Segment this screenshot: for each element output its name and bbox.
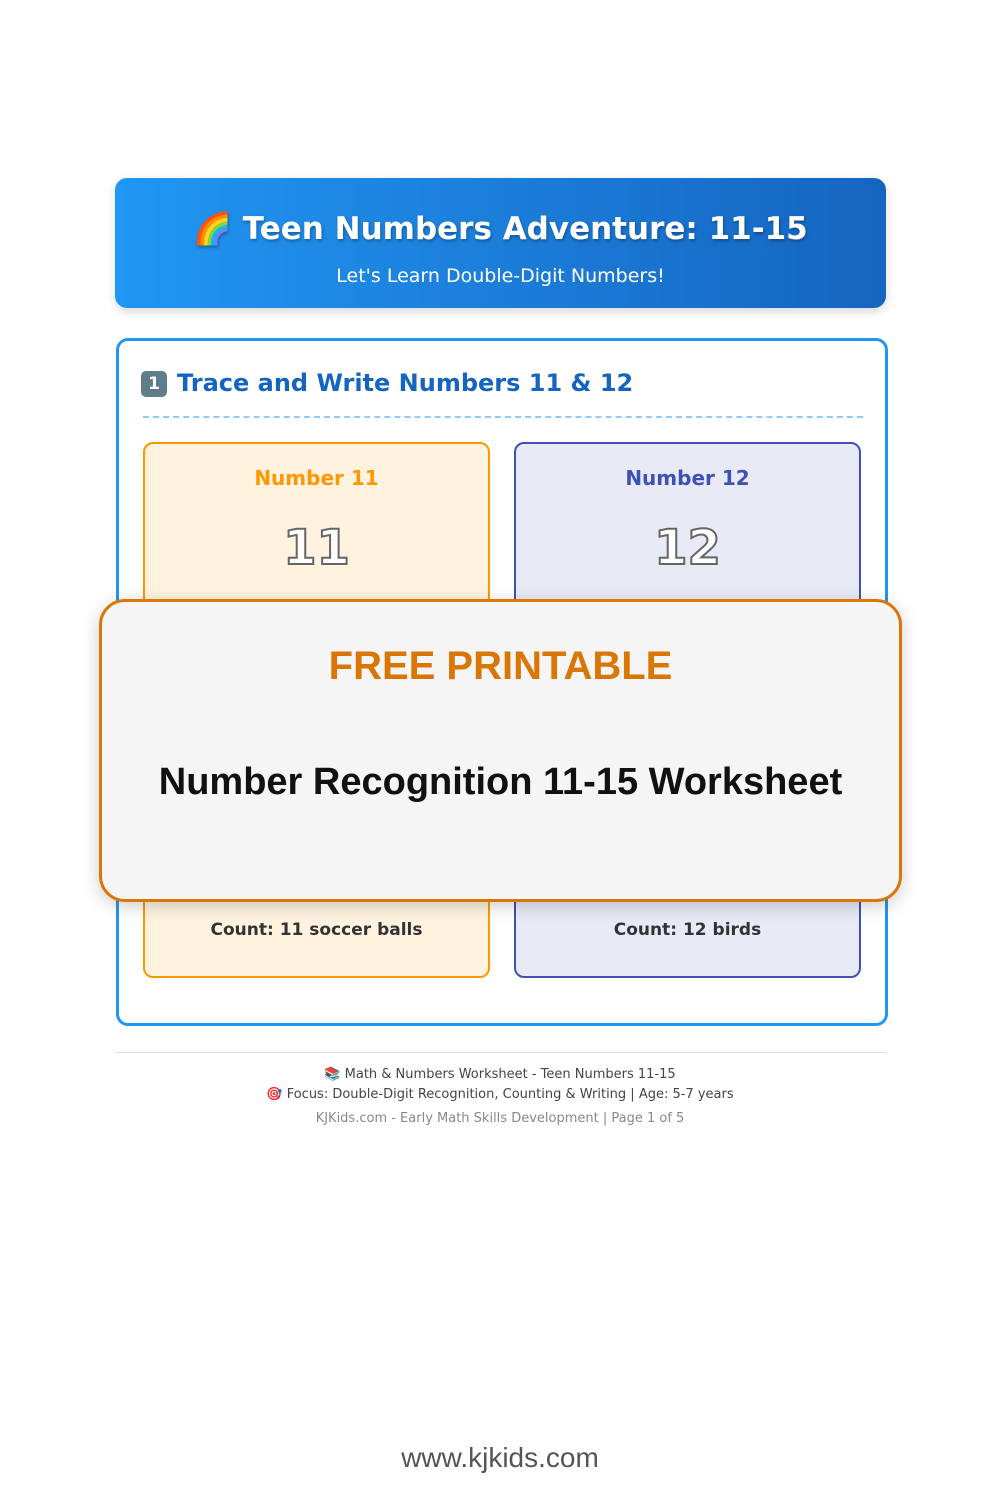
- card-label: Number 12: [625, 466, 750, 490]
- trace-number: 11: [283, 520, 350, 576]
- books-icon: 📚: [324, 1067, 341, 1082]
- target-icon: 🎯: [266, 1087, 283, 1102]
- card-label: Number 11: [254, 466, 379, 490]
- worksheet-header: [115, 178, 886, 308]
- promo-title: Number Recognition 11-15 Worksheet: [158, 761, 843, 803]
- footer-line2: Focus: Double-Digit Recognition, Counting & Writing | Age: 5-7 years: [286, 1087, 734, 1102]
- promo-banner: FREE PRINTABLE: [328, 644, 673, 688]
- rainbow-icon: 🌈: [193, 211, 232, 247]
- site-url: www.kjkids.com: [401, 1442, 599, 1473]
- trace-number: 12: [654, 520, 721, 576]
- card-count: Count: 12 birds: [613, 920, 762, 940]
- card-count: Count: 11 soccer balls: [210, 920, 423, 940]
- divider: [143, 416, 863, 418]
- promo-overlay: [99, 599, 902, 902]
- footer-line3: KJKids.com - Early Math Skills Development | Page 1 of 5: [315, 1111, 685, 1126]
- worksheet-subtitle: Let's Learn Double-Digit Numbers!: [336, 265, 665, 287]
- section-title: Trace and Write Numbers 11 & 12: [177, 369, 634, 397]
- worksheet-title: Teen Numbers Adventure: 11-15: [242, 211, 808, 247]
- number-one-icon: 1: [141, 371, 167, 397]
- footer-divider: [115, 1052, 886, 1053]
- footer-line1: Math & Numbers Worksheet - Teen Numbers 11-15: [344, 1067, 676, 1082]
